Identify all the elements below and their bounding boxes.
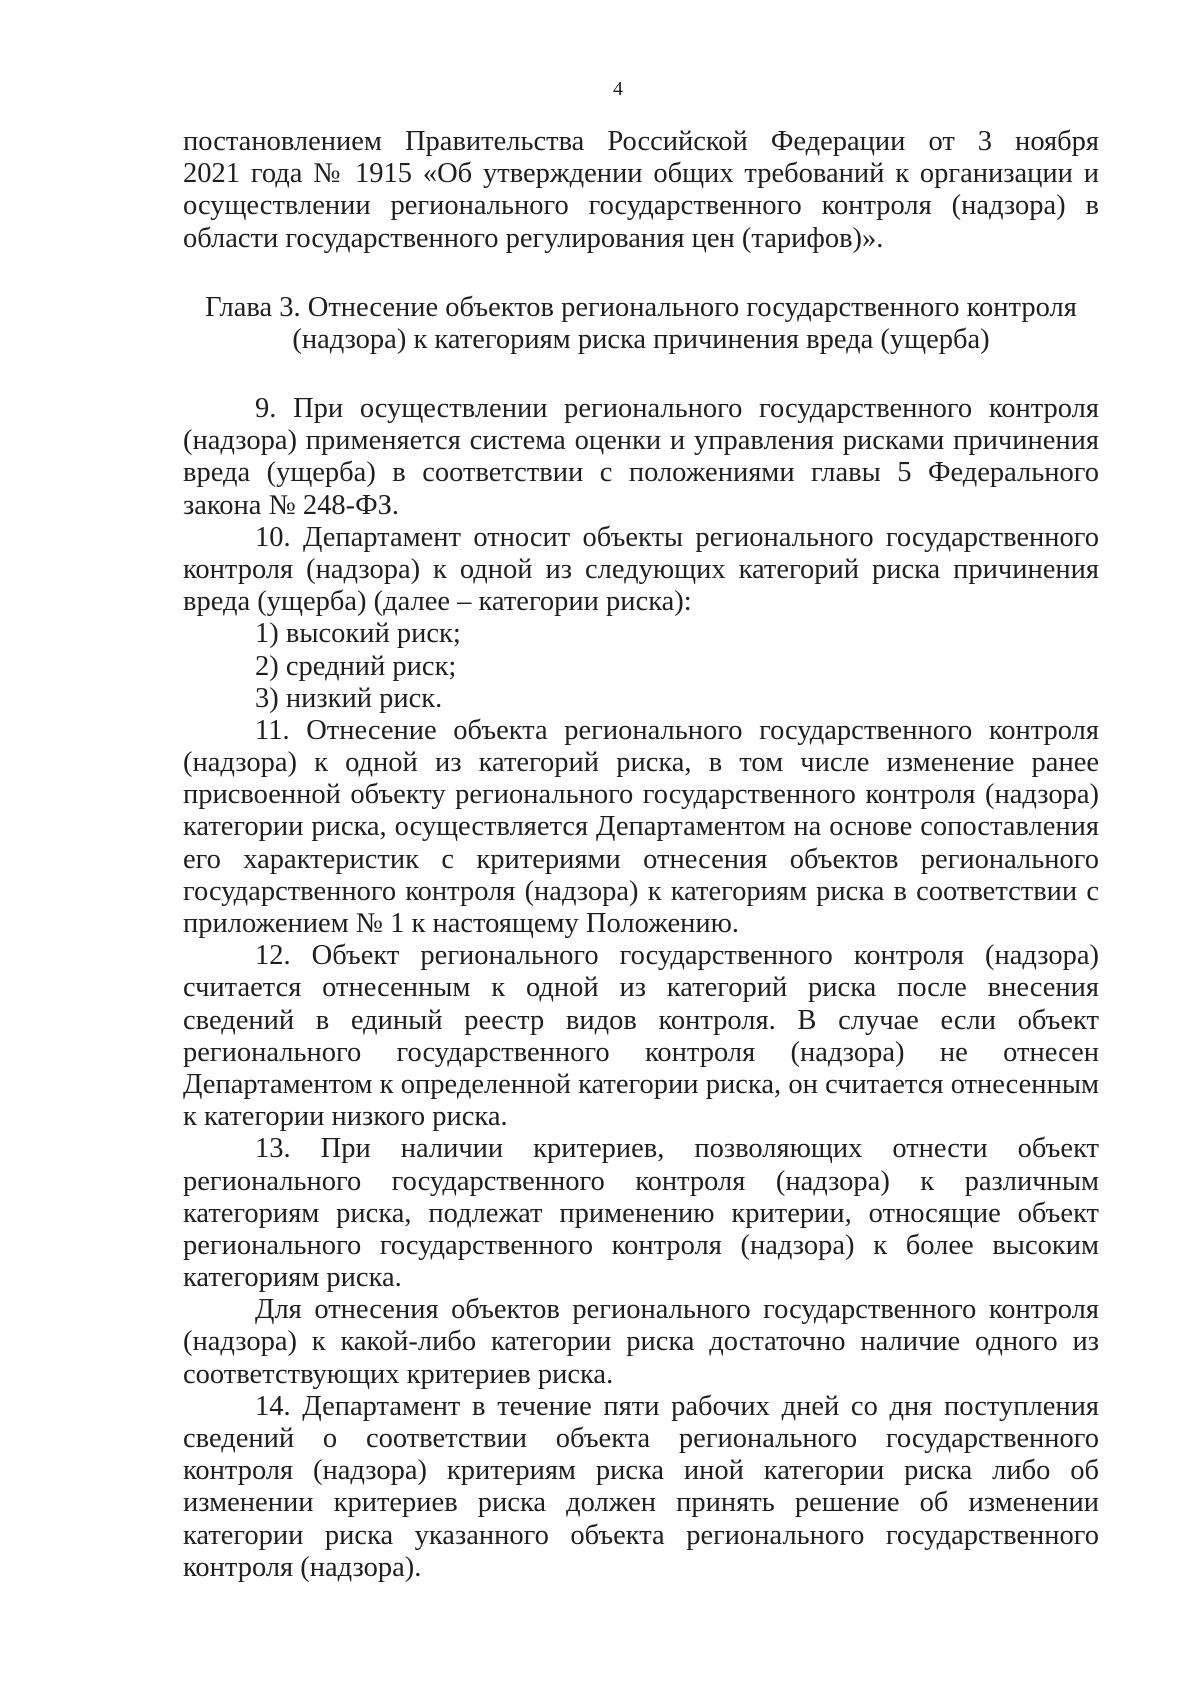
body-line: контроля (надзора) к одной из следующих категорий риска причинения bbox=[183, 553, 1099, 585]
body-line: категориям риска. bbox=[183, 1262, 402, 1294]
body-line: приложением № 1 к настоящему Положению. bbox=[183, 908, 740, 939]
intro-line: постановлением Правительства Российской Федерации от 3 ноября bbox=[183, 126, 1099, 157]
chapter-heading-line-2: (надзора) к категориям риска причинения вреда (ущерба) bbox=[292, 324, 990, 356]
body-line: закона № 248-ФЗ. bbox=[183, 489, 400, 521]
chapter-heading-line-1: Глава 3. Отнесение объектов регионального государственного контроля bbox=[205, 292, 1077, 323]
body-line: (надзора) применяется система оценки и управления рисками причинения bbox=[183, 425, 1099, 457]
intro-line: осуществлении регионального государственного контроля (надзора) в bbox=[183, 190, 1099, 222]
body-line: регионального государственного контроля (надзора) к более высоким bbox=[183, 1229, 1099, 1261]
body-line: вреда (ущерба) (далее – категории риска): bbox=[183, 586, 692, 618]
chapter-heading bbox=[183, 292, 1099, 356]
body-line: считается отнесенным к одной из категорий риска после внесения bbox=[183, 972, 1099, 1004]
body-line: вреда (ущерба) в соответствии с положениями главы 5 Федерального bbox=[183, 457, 1099, 489]
body-line: 11. Отнесение объекта регионального государственного контроля bbox=[255, 714, 1099, 746]
body-line: (надзора) к какой-либо категории риска достаточно наличие одного из bbox=[183, 1326, 1099, 1358]
body-line: к категории низкого риска. bbox=[183, 1101, 508, 1133]
body-line: 13. При наличии критериев, позволяющих отнести объект bbox=[255, 1133, 1099, 1165]
body-line: 3) низкий риск. bbox=[255, 682, 443, 714]
intro-paragraph bbox=[183, 126, 1099, 255]
body-line: Департаментом к определенной категории риска, он считается отнесенным bbox=[183, 1068, 1099, 1100]
intro-line: 2021 года № 1915 «Об утверждении общих требований к организации и bbox=[183, 158, 1099, 190]
body-line: категории риска указанного объекта регионального государственного bbox=[183, 1519, 1099, 1551]
body-line: сведений в единый реестр видов контроля. В случае если объект bbox=[183, 1004, 1099, 1036]
body-line: соответствующих критериев риска. bbox=[183, 1358, 614, 1390]
body-line: регионального государственного контроля (надзора) к различным bbox=[183, 1165, 1099, 1197]
body-line: сведений о соответствии объекта регионального государственного bbox=[183, 1423, 1099, 1454]
chapter-body bbox=[183, 393, 1099, 1584]
page-number: 4 bbox=[613, 78, 623, 100]
body-line: государственного контроля (надзора) к категориям риска в соответствии с bbox=[183, 875, 1099, 907]
body-line: 1) высокий риск; bbox=[255, 618, 461, 650]
body-line: изменении критериев риска должен принять решение об изменении bbox=[183, 1487, 1099, 1519]
body-line: (надзора) к одной из категорий риска, в том числе изменение ранее bbox=[183, 747, 1099, 779]
body-line: контроля (надзора). bbox=[183, 1551, 422, 1583]
body-line: категориям риска, подлежат применению критерии, относящие объект bbox=[183, 1197, 1099, 1229]
body-line: Для отнесения объектов регионального государственного контроля bbox=[255, 1294, 1099, 1326]
body-line: его характеристик с критериями отнесения объектов регионального bbox=[183, 843, 1099, 875]
body-line: присвоенной объекту регионального государственного контроля (надзора) bbox=[183, 779, 1099, 811]
intro-line: области государственного регулирования цен (тарифов)». bbox=[183, 222, 884, 254]
body-line: 9. При осуществлении регионального государственного контроля bbox=[255, 393, 1099, 424]
body-line: регионального государственного контроля (надзора) не отнесен bbox=[183, 1036, 1099, 1068]
body-line: 10. Департамент относит объекты регионального государственного bbox=[255, 521, 1099, 553]
body-line: 12. Объект регионального государственного контроля (надзора) bbox=[255, 940, 1099, 972]
body-line: контроля (надзора) критериям риска иной категории риска либо об bbox=[183, 1455, 1099, 1487]
body-line: категории риска, осуществляется Департаментом на основе сопоставления bbox=[183, 811, 1099, 843]
body-line: 14. Департамент в течение пяти рабочих дней со дня поступления bbox=[255, 1390, 1099, 1422]
body-line: 2) средний риск; bbox=[255, 650, 457, 682]
